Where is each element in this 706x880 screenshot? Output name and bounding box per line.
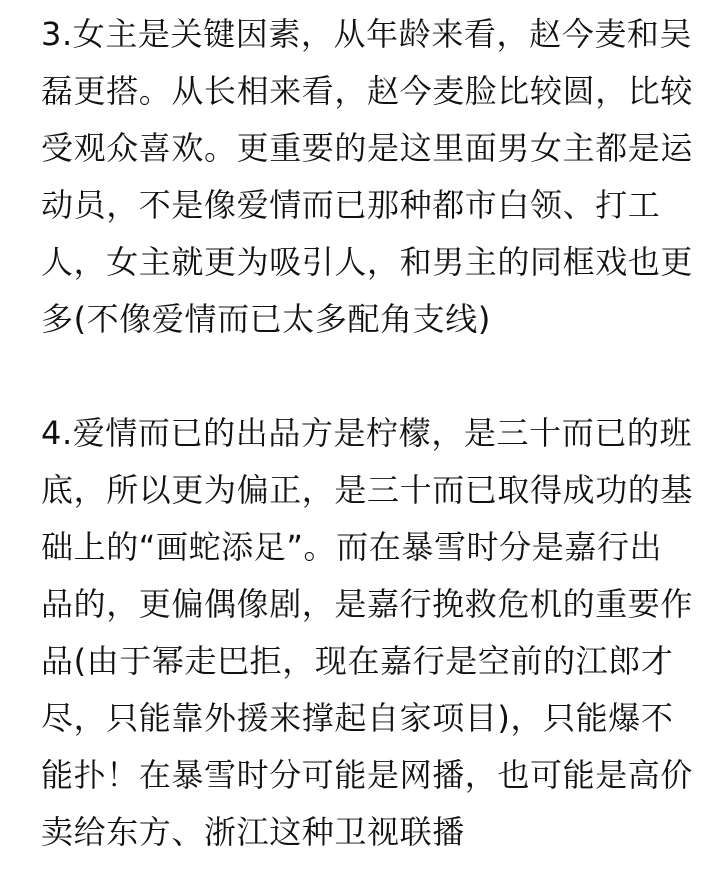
text-line: 卖给东方、浙江这种卫视联播 <box>41 813 465 851</box>
text-line: 4.爱情而已的出品方是柠檬，是三十而已的班 <box>41 414 693 452</box>
paragraph-4 <box>41 405 694 861</box>
text-line: 磊更搭。从长相来看，赵今麦脸比较圆，比较 <box>41 72 694 110</box>
text-line: 动员，不是像爱情而已那种都市白领、打工 <box>41 186 661 224</box>
text-line: 尽，只能靠外援来撑起自家项目)，只能爆不 <box>41 699 674 737</box>
text-line: 能扑！在暴雪时分可能是网播，也可能是高价 <box>41 756 694 794</box>
text-line: 品(由于幂走巴拒，现在嘉行是空前的江郎才 <box>41 642 674 680</box>
paragraph-spacer <box>41 348 684 405</box>
text-line: 受观众喜欢。更重要的是这里面男女主都是运 <box>41 129 694 167</box>
text-line: 础上的“画蛇添足”。而在暴雪时分是嘉行出 <box>41 528 663 566</box>
text-line: 人，女主就更为吸引人，和男主的同框戏也更 <box>41 243 694 281</box>
text-line: 3.女主是关键因素，从年龄来看，赵今麦和吴 <box>41 15 693 53</box>
paragraph-3 <box>41 6 694 348</box>
text-line: 品的，更偏偶像剧，是嘉行挽救危机的重要作 <box>41 585 694 623</box>
text-line: 底，所以更为偏正，是三十而已取得成功的基 <box>41 471 694 509</box>
text-line: 多(不像爱情而已太多配角支线) <box>41 300 491 338</box>
